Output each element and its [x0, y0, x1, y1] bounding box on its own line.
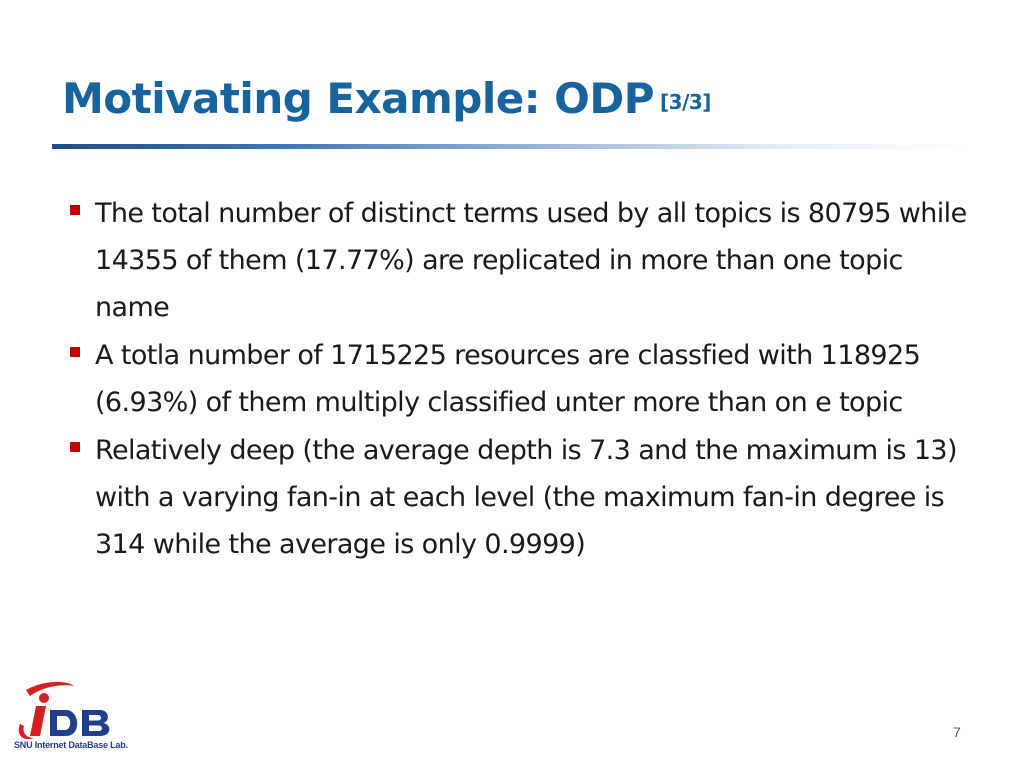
logo-d-icon: [50, 710, 77, 736]
bullet-list: [70, 190, 970, 569]
logo-swoosh-icon: [26, 682, 74, 696]
slide-title-text: Motivating Example: ODP: [62, 74, 655, 123]
square-bullet-icon: [70, 205, 80, 215]
bullet-item: [70, 427, 970, 568]
logo-caption: SNU Internet DataBase Lab.: [14, 740, 128, 750]
bullet-text: A totla number of 1715225 resources are classfied with 118925 (6.93%) of them multiply classified unter more than on e topic: [95, 340, 921, 418]
bullet-text: The total number of distinct terms used by all topics is 80795 while 14355 of them (17.77%) are replicated in more than one topic name: [95, 198, 967, 323]
page-number: 7: [953, 724, 961, 740]
slide-title-page-indicator: [3/3]: [660, 90, 711, 114]
title-underline: [52, 144, 972, 149]
bullet-item: [70, 332, 970, 426]
slide-title: [62, 74, 711, 123]
logo-i-dot-icon: [39, 693, 49, 703]
bullet-item: [70, 190, 970, 331]
logo-i-stem-icon: [30, 706, 46, 736]
square-bullet-icon: [70, 347, 80, 357]
bullet-text: Relatively deep (the average depth is 7.3 and the maximum is 13) with a varying fan-in at each level (the maximum fan-in degree is 314 while the average is only 0.9999): [95, 435, 957, 560]
logo-b-icon: [82, 710, 109, 736]
square-bullet-icon: [70, 442, 80, 452]
